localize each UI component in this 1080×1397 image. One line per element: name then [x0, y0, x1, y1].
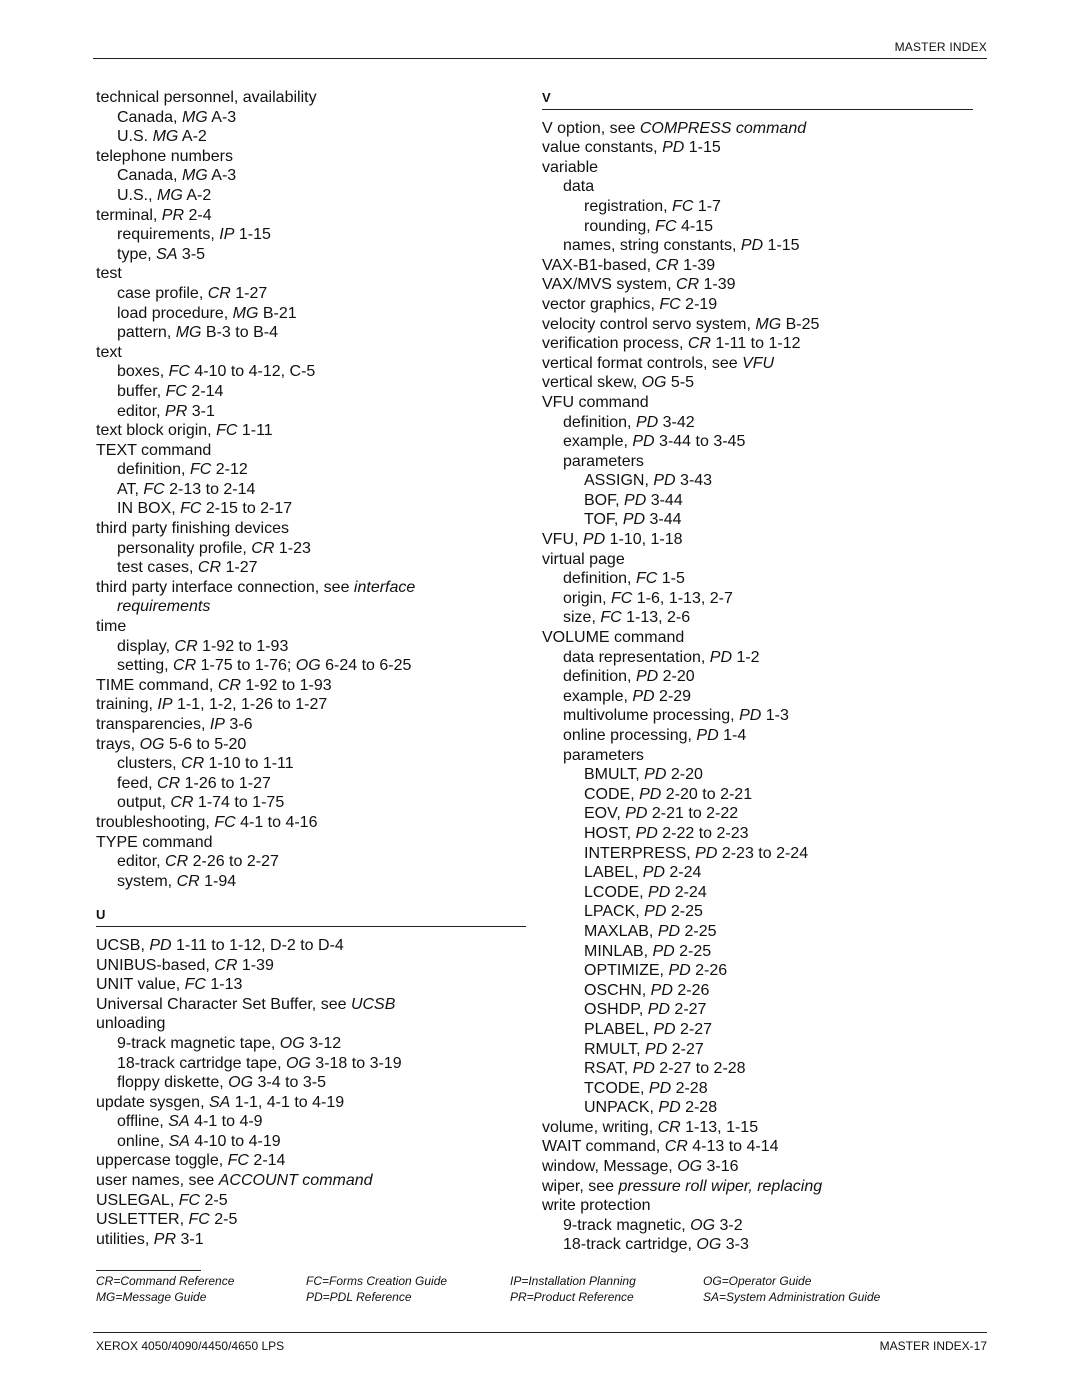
- index-subentry: floppy diskette, OG 3-4 to 3-5: [117, 1074, 326, 1092]
- index-entry: wiper, see pressure roll wiper, replacing: [542, 1177, 823, 1195]
- index-entry: VAX-B1-based, CR 1-39: [542, 256, 716, 274]
- index-subentry: ASSIGN, PD 3-43: [584, 472, 713, 490]
- index-entry: third party finishing devices: [96, 520, 289, 538]
- index-entry: vertical skew, OG 5-5: [542, 374, 695, 392]
- index-entry: volume, writing, CR 1-13, 1-15: [542, 1118, 759, 1136]
- legend-item: OG=Operator Guide: [703, 1274, 812, 1288]
- index-subentry: offline, SA 4-1 to 4-9: [117, 1113, 263, 1131]
- index-subentry: OSCHN, PD 2-26: [584, 981, 710, 999]
- index-entry: unloading: [96, 1015, 166, 1033]
- index-subentry: clusters, CR 1-10 to 1-11: [117, 755, 294, 773]
- index-subentry: type, SA 3-5: [117, 245, 206, 263]
- legend-item: PD=PDL Reference: [306, 1290, 412, 1304]
- index-subentry: example, PD 2-29: [563, 687, 692, 705]
- index-subentry: personality profile, CR 1-23: [117, 539, 311, 557]
- index-subentry: names, string constants, PD 1-15: [563, 237, 800, 255]
- index-subentry: OPTIMIZE, PD 2-26: [584, 962, 728, 980]
- index-subentry: AT, FC 2-13 to 2-14: [117, 480, 256, 498]
- index-entry: variable: [542, 158, 599, 176]
- index-entry: test: [96, 265, 122, 283]
- index-subentry: buffer, FC 2-14: [117, 382, 224, 400]
- index-subentry: example, PD 3-44 to 3-45: [563, 433, 746, 451]
- footnote-rule: [96, 1270, 201, 1271]
- index-subentry: data: [563, 178, 595, 196]
- index-entry: verification process, CR 1-11 to 1-12: [542, 335, 801, 353]
- header-rule: [93, 58, 987, 59]
- index-entry: text: [96, 343, 122, 361]
- index-entry: V option, see COMPRESS command: [542, 119, 807, 137]
- index-subentry: U.S., MG A-2: [117, 186, 212, 204]
- index-entry: value constants, PD 1-15: [542, 139, 721, 157]
- index-subentry: setting, CR 1-75 to 1-76; OG 6-24 to 6-25: [117, 657, 412, 675]
- index-entry: write protection: [542, 1197, 651, 1215]
- index-subentry: 18-track cartridge, OG 3-3: [563, 1236, 749, 1254]
- index-column-left: [96, 88, 536, 1249]
- index-entry: Universal Character Set Buffer, see UCSB: [96, 995, 396, 1013]
- index-entry: troubleshooting, FC 4-1 to 4-16: [96, 813, 318, 831]
- index-subentry: online processing, PD 1-4: [563, 727, 747, 744]
- index-subentry: feed, CR 1-26 to 1-27: [117, 774, 271, 792]
- index-subentry: CODE, PD 2-20 to 2-21: [584, 785, 753, 803]
- index-subentry: UNPACK, PD 2-28: [584, 1099, 718, 1117]
- index-subentry: LCODE, PD 2-24: [584, 883, 707, 901]
- index-subentry: PLABEL, PD 2-27: [584, 1020, 713, 1038]
- index-subentry: rounding, FC 4-15: [584, 217, 713, 235]
- index-subentry: display, CR 1-92 to 1-93: [117, 637, 289, 655]
- index-entry: update sysgen, SA 1-1, 4-1 to 4-19: [96, 1093, 345, 1111]
- index-subentry: TCODE, PD 2-28: [584, 1079, 708, 1097]
- index-subentry: parameters: [563, 746, 644, 764]
- index-subentry: INTERPRESS, PD 2-23 to 2-24: [584, 844, 809, 862]
- index-subentry: BMULT, PD 2-20: [584, 766, 703, 784]
- index-subentry: definition, PD 2-20: [563, 668, 695, 686]
- index-entry: trays, OG 5-6 to 5-20: [96, 735, 247, 753]
- index-subentry: multivolume processing, PD 1-3: [563, 707, 789, 725]
- index-column-right: [542, 88, 982, 1255]
- index-entry: UCSB, PD 1-11 to 1-12, D-2 to D-4: [96, 936, 344, 954]
- index-entry: USLETTER, FC 2-5: [96, 1211, 238, 1229]
- index-entry: VOLUME command: [542, 629, 685, 647]
- index-subentry: 18-track cartridge tape, OG 3-18 to 3-19: [117, 1054, 402, 1072]
- index-subentry: definition, PD 3-42: [563, 413, 695, 431]
- index-entry: window, Message, OG 3-16: [542, 1158, 739, 1176]
- index-subentry: U.S. MG A-2: [117, 128, 207, 146]
- index-subentry: requirements, IP 1-15: [117, 226, 271, 244]
- legend-item: SA=System Administration Guide: [703, 1290, 881, 1304]
- index-entry: velocity control servo system, MG B-25: [542, 315, 820, 333]
- index-subentry: RMULT, PD 2-27: [584, 1040, 704, 1058]
- index-entry: VFU command: [542, 393, 649, 411]
- index-subentry: TOF, PD 3-44: [584, 511, 682, 529]
- index-subentry: system, CR 1-94: [117, 872, 237, 890]
- index-subentry: origin, FC 1-6, 1-13, 2-7: [563, 589, 733, 607]
- index-subentry: test cases, CR 1-27: [117, 559, 258, 577]
- index-subentry: MAXLAB, PD 2-25: [584, 922, 717, 940]
- index-entry: TYPE command: [96, 833, 213, 851]
- legend-item: MG=Message Guide: [96, 1290, 207, 1304]
- index-subentry: EOV, PD 2-21 to 2-22: [584, 805, 739, 823]
- index-subentry: Canada, MG A-3: [117, 167, 237, 185]
- index-subentry: 9-track magnetic tape, OG 3-12: [117, 1034, 342, 1052]
- index-entry: telephone numbers: [96, 147, 233, 165]
- index-subentry: load procedure, MG B-21: [117, 304, 297, 322]
- index-entry: transparencies, IP 3-6: [96, 716, 253, 733]
- index-subentry: registration, FC 1-7: [584, 197, 721, 215]
- index-subentry: OSHDP, PD 2-27: [584, 1001, 707, 1019]
- index-entry: TIME command, CR 1-92 to 1-93: [96, 676, 332, 694]
- index-subentry: RSAT, PD 2-27 to 2-28: [584, 1060, 746, 1078]
- index-entry: vertical format controls, see VFU: [542, 354, 775, 372]
- index-entry: terminal, PR 2-4: [96, 206, 212, 224]
- index-subentry: Canada, MG A-3: [117, 108, 237, 126]
- running-header: MASTER INDEX: [894, 40, 987, 54]
- footer-rule: [93, 1332, 987, 1333]
- index-entry: time: [96, 618, 127, 636]
- index-subentry: BOF, PD 3-44: [584, 491, 683, 509]
- index-entry: text block origin, FC 1-11: [96, 422, 273, 440]
- index-subentry: size, FC 1-13, 2-6: [563, 609, 691, 627]
- legend-item: PR=Product Reference: [510, 1290, 634, 1304]
- section-rule: [96, 926, 526, 927]
- section-letter: V: [542, 90, 551, 105]
- index-entry: UNIBUS-based, CR 1-39: [96, 956, 274, 974]
- section-rule: [542, 109, 973, 110]
- index-entry: third party interface connection, see interface: [96, 578, 416, 596]
- index-subentry: output, CR 1-74 to 1-75: [117, 794, 285, 812]
- index-subentry: 9-track magnetic, OG 3-2: [563, 1216, 743, 1234]
- index-subentry: case profile, CR 1-27: [117, 284, 268, 302]
- section-letter: U: [96, 907, 106, 923]
- index-subentry: data representation, PD 1-2: [563, 648, 760, 666]
- index-entry: USLEGAL, FC 2-5: [96, 1191, 228, 1209]
- index-subentry: pattern, MG B-3 to B-4: [117, 324, 278, 342]
- index-entry: user names, see ACCOUNT command: [96, 1172, 373, 1190]
- index-subentry: HOST, PD 2-22 to 2-23: [584, 824, 749, 842]
- index-subentry: LPACK, PD 2-25: [584, 903, 703, 921]
- index-entry: virtual page: [542, 550, 625, 568]
- index-subentry: requirements: [117, 598, 211, 616]
- index-subentry: MINLAB, PD 2-25: [584, 942, 712, 960]
- index-subentry: IN BOX, FC 2-15 to 2-17: [117, 500, 293, 518]
- index-subentry: parameters: [563, 452, 644, 470]
- index-entry: uppercase toggle, FC 2-14: [96, 1152, 286, 1170]
- index-entry: technical personnel, availability: [96, 89, 317, 106]
- index-subentry: online, SA 4-10 to 4-19: [117, 1132, 281, 1150]
- legend-item: IP=Installation Planning: [510, 1274, 636, 1288]
- index-entry: WAIT command, CR 4-13 to 4-14: [542, 1138, 779, 1156]
- index-subentry: LABEL, PD 2-24: [584, 864, 702, 882]
- index-subentry: editor, CR 2-26 to 2-27: [117, 853, 279, 871]
- legend-item: FC=Forms Creation Guide: [306, 1274, 448, 1288]
- index-entry: VFU, PD 1-10, 1-18: [542, 531, 683, 549]
- index-entry: training, IP 1-1, 1-2, 1-26 to 1-27: [96, 696, 328, 714]
- index-subentry: boxes, FC 4-10 to 4-12, C-5: [117, 363, 316, 381]
- index-entry: vector graphics, FC 2-19: [542, 295, 718, 313]
- footer-page-number: MASTER INDEX-17: [879, 1339, 987, 1353]
- index-subentry: editor, PR 3-1: [117, 402, 215, 420]
- index-subentry: definition, FC 2-12: [117, 461, 248, 479]
- index-entry: VAX/MVS system, CR 1-39: [542, 276, 736, 294]
- index-subentry: definition, FC 1-5: [563, 570, 685, 588]
- footer-product: XEROX 4050/4090/4450/4650 LPS: [96, 1339, 285, 1353]
- legend-item: CR=Command Reference: [96, 1274, 235, 1288]
- index-entry: UNIT value, FC 1-13: [96, 976, 243, 994]
- index-entry: utilities, PR 3-1: [96, 1230, 204, 1248]
- index-entry: TEXT command: [96, 441, 212, 459]
